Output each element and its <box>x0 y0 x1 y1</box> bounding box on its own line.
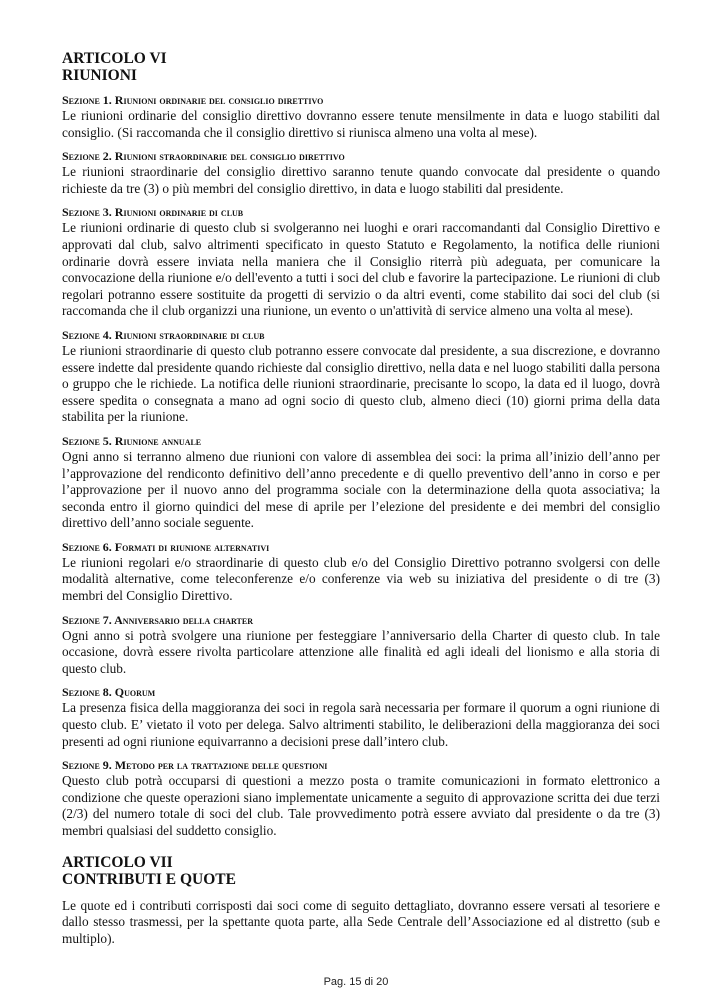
section-9-heading: Sezione 9. Metodo per la trattazione delle questioni <box>62 758 328 773</box>
article-7-title: ARTICOLO VII <box>62 853 173 871</box>
section-2-text: Le riunioni straordinarie del consiglio direttivo saranno tenute quando convocate dal presidente o quando richieste da tre (3) o più membri del consiglio direttivo, in data e luogo stabiliti dal presidente. <box>62 164 660 196</box>
section-8-heading: Sezione 8. Quorum <box>62 685 156 700</box>
section-1-text: Le riunioni ordinarie del consiglio direttivo dovranno essere tenute mensilmente in data e luogo stabiliti dal consiglio. (Si raccomanda che il consiglio direttivo si riunisca almeno una volta al mese). <box>62 108 660 140</box>
section-2-heading: Sezione 2. Riunioni straordinarie del consiglio direttivo <box>62 149 345 164</box>
article-7 <box>62 854 660 948</box>
article-6-title: ARTICOLO VI <box>62 50 167 67</box>
section-3-text: Le riunioni ordinarie di questo club si svolgeranno nei luoghi e orari raccomandanti dal Consiglio Direttivo e approvati dal club, salvo altrimenti specificato in questo Statuto e Regolamento, la notifica delle riunioni ordinarie dovrà essere inviata nella maniera che il Consiglio riterrà più adeguata, per comunicare la convocazione della riunione e/o dell'evento a tutti i soci del club e favorire la partecipazione. Le riunioni di club regolari potranno essere sostituite da progetti di servizio o da altri eventi, come stabilito dai soci del club (si raccomanda che il club organizzi una riunione, un evento o un'attività di service almeno una volta al mese). <box>62 220 660 319</box>
article-7-subtitle: CONTRIBUTI E QUOTE <box>62 870 236 888</box>
article-6-subtitle: RIUNIONI <box>62 67 137 84</box>
page-number: Pag. 15 di 20 <box>323 976 389 988</box>
section-3-heading: Sezione 3. Riunioni ordinarie di club <box>62 205 244 220</box>
section-7-heading: Sezione 7. Anniversario della charter <box>62 612 253 627</box>
article-6 <box>62 50 660 840</box>
section-1-heading: Sezione 1. Riunioni ordinarie del consiglio direttivo <box>62 93 324 107</box>
section-6-text: Le riunioni regolari e/o straordinarie di questo club e/o del Consiglio Direttivo potranno svolgersi con delle modalità alternative, come teleconferenze e/o conferenze via web su iniziativa del presidente o di tre (3) membri del Consiglio Direttivo. <box>62 554 660 604</box>
section-8-text: La presenza fisica della maggioranza dei soci in regola sarà necessaria per formare il quorum a ogni riunione di questo club. E’ vietato il voto per delega. Salvo altrimenti stabilito, le deliberazioni della maggioranza dei soci presenti ad ogni riunione equivarranno a decisioni prese dall’intero club. <box>62 700 660 749</box>
section-9-text: Questo club potrà occuparsi di questioni a mezzo posta o tramite comunicazioni in formato elettronico a condizione che queste operazioni siano implementate unicamente a seguito di approvazione scritta dei due terzi (2/3) del numero totale di soci del club. Tale provvedimento potrà essere avviato dal presidente o da tre (3) membri qualsiasi del suddetto consiglio. <box>62 773 660 838</box>
article-7-text: Le quote ed i contributi corrisposti dai soci come di seguito dettagliato, dovranno essere versati al tesoriere e dallo stesso trasmessi, per la spettante quota parte, alla Sede Centrale dell’Associazione ed al distretto (sub e multiplo). <box>62 897 660 946</box>
section-6-heading: Sezione 6. Formati di riunione alternativi <box>62 539 270 554</box>
section-7-text: Ogni anno si potrà svolgere una riunione per festeggiare l’anniversario della Charter di questo club. In tale occasione, dovrà essere rivolta particolare attenzione alle finalità ed agli ideali del lionismo e alla storia di questo club. <box>62 627 660 676</box>
section-4-text: Le riunioni straordinarie di questo club potranno essere convocate dal presidente, a sua discrezione, e dovranno essere indette dal presidente quando richieste dal consiglio direttivo, nella data e nel luogo stabiliti dalla persona o gruppo che le richiede. La notifica delle riunioni straordinarie, precisante lo scopo, la data ed il luogo, dovrà essere spedita o consegnata a mano ad ogni socio di questo club, almeno dieci (10) giorni prima della data stabilita per la riunione. <box>62 342 660 425</box>
section-4-heading: Sezione 4. Riunioni straordinarie di club <box>62 327 265 342</box>
section-5-heading: Sezione 5. Riunione annuale <box>62 433 202 448</box>
document-page <box>62 50 660 955</box>
section-5-text: Ogni anno si terranno almeno due riunioni con valore di assemblea dei soci: la prima all’inizio dell’anno per l’approvazione del rendiconto definitivo dell’anno precedente e di quello preventivo dell’anno in corso e per l’approvazione per il nuovo anno del programma sociale con la determinazione della quota associativa; la seconda entro il giorno quindici del mese di aprile per l’elezione del presidente e dei membri del consiglio direttivo dell’anno sociale seguente. <box>62 448 660 531</box>
